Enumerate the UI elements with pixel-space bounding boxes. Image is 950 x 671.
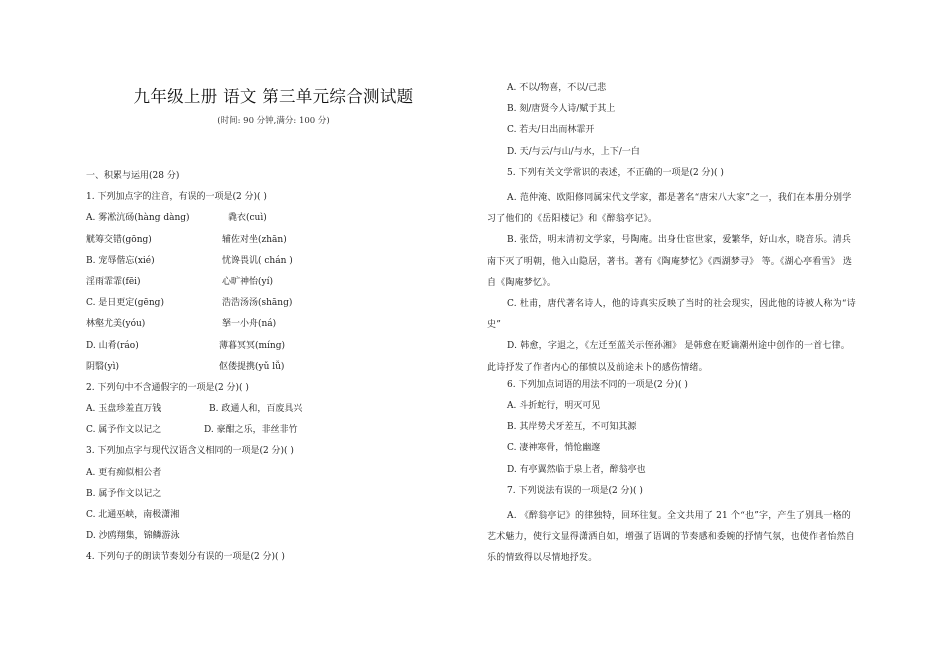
q1-row <box>86 297 461 318</box>
q7-option-a: A. 《醉翁亭记》的律独特，回环往复。全文共用了 21 个“也”字，产生了别具一格的艺术魅力，使行文显得潇洒自如，增强了语调的节奏感和委婉的抒情气氛，也使作者怡然自乐的情致得以尽情地抒发。 <box>487 510 856 564</box>
q4-option: C. 若夫/日出而林霏开 <box>507 125 595 136</box>
right-column <box>487 82 857 570</box>
q4-option: B. 刻/唐贤今人诗/赋于其上 <box>507 104 616 115</box>
q3-option: D. 沙鸥翔集，锦鳞游泳 <box>86 531 180 542</box>
q1-item: 忧谗畏讥( chán ) <box>222 255 293 266</box>
q1-item: 伛偻提携(yǔ lǚ) <box>219 361 285 372</box>
q1-item: C. 是日更定(gēng) <box>86 298 164 309</box>
q4-option: A. 不以/物喜，不以/己悲 <box>507 83 607 93</box>
q1-row <box>86 212 461 233</box>
question-6: 6. 下列加点词语的用法不同的一项是(2 分)( ) <box>507 379 688 390</box>
q1-item: 淫雨霏霏(fēi) <box>86 276 141 287</box>
q2-row <box>86 424 461 445</box>
q3-option: A. 更有痴似相公者 <box>86 467 162 478</box>
q2-option: C. 属予作文以记之 <box>86 425 162 436</box>
q1-row <box>86 361 461 382</box>
page-subtitle: (时间: 90 分钟,满分: 100 分) <box>217 116 330 126</box>
question-7: 7. 下列说法有误的一项是(2 分)( ) <box>507 485 643 496</box>
q1-item: B. 宠辱偕忘(xié) <box>86 255 155 266</box>
section-heading: 一、积累与运用(28 分) <box>86 171 180 181</box>
q4-option: D. 天/与云/与山/与水，上下/一白 <box>507 146 640 157</box>
question-4: 4. 下列句子的朗读节奏划分有误的一项是(2 分)( ) <box>86 552 285 563</box>
q2-option: B. 政通人和，百废具兴 <box>209 404 303 415</box>
question-3: 3. 下列加点字与现代汉语含义相同的一项是(2 分)( ) <box>86 446 294 457</box>
q1-item: 心旷神怡(yí) <box>222 276 273 287</box>
q1-item: 觥筹交错(gōng) <box>86 234 152 245</box>
q1-row <box>86 276 461 297</box>
q1-item: 拏一小舟(ná) <box>222 319 277 330</box>
q5-option-d: D. 韩愈，字退之，《左迁至蓝关示侄孙湘》 是韩愈在贬谪潮州途中创作的一首七律。此诗抒发了作者内心的郁愤以及前途未卜的感伤情绪。 <box>487 341 850 373</box>
q6-option: C. 凄神寒骨，悄怆幽邃 <box>507 443 601 454</box>
q6-option: B. 其岸势犬牙差互，不可知其源 <box>507 422 637 433</box>
q1-item: 浩浩汤汤(shāng) <box>222 298 293 309</box>
q1-row <box>86 340 461 361</box>
q6-option: D. 有亭翼然临于泉上者，醉翁亭也 <box>507 464 646 475</box>
q2-row <box>86 403 461 424</box>
q5-option-a: A. 范仲淹、欧阳修同属宋代文学家，都是著名“唐宋八大家”之一，我们在本册分别学习了他们的《岳阳楼记》和《醉翁亭记》。 <box>487 192 852 225</box>
q1-row <box>86 318 461 339</box>
q1-row <box>86 234 461 255</box>
q1-item: 阴翳(yì) <box>86 361 119 372</box>
q1-item: 毳衣(cuì) <box>228 213 267 224</box>
q5-option-b: B. 张岱，明末清初文学家，号陶庵。出身仕宦世家，爱繁华，好山水，晓音乐。清兵南下灭了明朝，他入山隐居，著书。著有《陶庵梦忆》《西湖梦寻》 等。《湖心亭看雪》 选自《陶庵梦忆》。 <box>487 235 853 288</box>
q1-item: 林壑尤美(yóu) <box>86 319 146 330</box>
q3-option: C. 北通巫峡，南极潇湘 <box>86 510 180 520</box>
q5-option-c: C. 杜甫，唐代著名诗人，他的诗真实反映了当时的社会现实，因此他的诗被人称为“诗史” <box>487 298 856 331</box>
question-2: 2. 下列句中不含通假字的一项是(2 分)( ) <box>86 382 249 393</box>
q6-option: A. 斗折蛇行，明灭可见 <box>507 400 601 411</box>
question-1: 1. 下列加点字的注音，有误的一项是(2 分)( ) <box>86 192 267 203</box>
q3-option: B. 属予作文以记之 <box>86 488 162 499</box>
question-5: 5. 下列有关文学常识的表述，不正确的一项是(2 分)( ) <box>507 167 724 178</box>
q2-option: D. 豪酣之乐，非丝非竹 <box>204 425 298 436</box>
left-column <box>86 82 461 573</box>
q1-item: A. 雾凇沆砀(hàng dàng) <box>86 213 190 224</box>
q1-item: 辅佐对坐(zhān) <box>222 234 287 245</box>
q1-row <box>86 255 461 276</box>
q2-option: A. 玉盘珍羞直万钱 <box>86 404 162 415</box>
q1-item: D. 山肴(ráo) <box>86 340 139 351</box>
q1-item: 薄暮冥冥(míng) <box>219 340 285 351</box>
page-title: 九年级上册 语文 第三单元综合测试题 <box>133 87 414 106</box>
